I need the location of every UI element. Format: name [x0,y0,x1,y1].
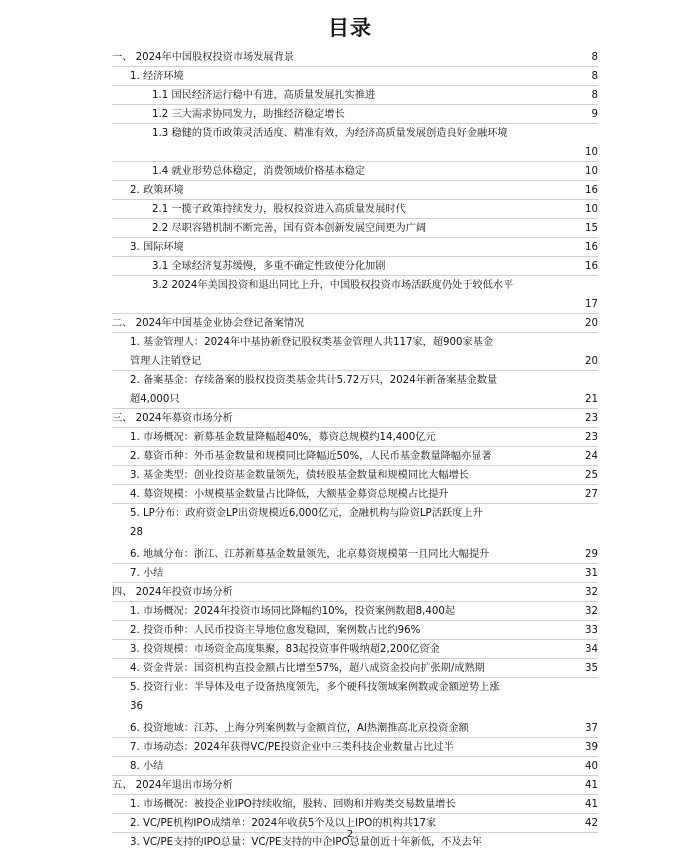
toc-entry-text: 1. 经济环境 [130,71,184,82]
toc-entry-text: 8. 小结 [130,761,164,772]
toc-entry-text: 1. 市场概况：新募基金数量降幅超40%，募资总规模约14,400亿元 [130,432,436,443]
toc-entry[interactable] [112,239,598,257]
toc-entry-text: 2. 政策环境 [130,185,184,196]
toc-entry[interactable] [112,796,598,814]
toc-entry-text: 一、 2024年中国股权投资市场发展背景 [112,52,294,63]
toc-entry[interactable] [112,758,598,776]
toc-entry-page: 25 [583,467,598,484]
toc-entry-page: 27 [583,486,598,503]
toc-entry-page: 20 [583,315,598,332]
toc-entry-page: 10 [583,163,598,180]
toc-entry-text: 6. 地域分布：浙江、江苏新募基金数量领先，北京募资规模第一且同比大幅提升 [130,549,490,560]
toc-entry-text: 7. 小结 [130,568,164,579]
toc-entry[interactable] [112,220,598,238]
toc-entry-text: 1.2 三大需求协同发力，助推经济稳定增长 [152,109,345,120]
toc-entry-page: 16 [583,182,598,199]
toc-entry-text: 5. 投资行业：半导体及电子设备热度领先，多个硬科技领域案例数或金额逆势上涨 [130,682,500,693]
toc-entry-page: 32 [583,603,598,620]
toc-entry-text: 3.2 2024年美国投资和退出同比上升，中国股权投资市场活跃度仍处于较低水平 [152,280,514,291]
toc-entry-page: 41 [583,777,598,794]
toc-entry[interactable] [112,679,598,696]
toc-entry-continuation[interactable] [112,698,598,715]
toc-entry-page: 42 [583,815,598,832]
toc-entry-page: 33 [583,622,598,639]
toc-entry-text: 7. 市场动态：2024年获得VC/PE投资企业中三类科技企业数量占比过半 [130,742,454,753]
toc-entry-text: 三、 2024年募资市场分析 [112,413,233,424]
toc-entry-text: 3. 基金类型：创业投资基金数量领先，债转股基金数量和规模同比大幅增长 [130,470,469,481]
toc-entry[interactable] [112,182,598,200]
toc-entry-continuation[interactable] [112,296,598,314]
toc-entry-continuation[interactable] [112,144,598,162]
toc-entry[interactable] [112,429,598,447]
toc-entry[interactable] [112,87,598,105]
toc-entry-text: 5. LP分布：政府资金LP出资规模近6,000亿元，金融机构与险资LP活跃度上升 [130,508,483,519]
toc-entry-text: 3.1 全球经济复苏缓慢，多重不确定性致使分化加剧 [152,261,386,272]
toc-entry-page: 35 [583,660,598,677]
toc-entry-text: 1. 市场概况：2024年投资市场同比降幅约10%，投资案例数超8,400起 [130,606,456,617]
toc-entry-page: 17 [583,296,598,313]
toc-entry[interactable] [112,660,598,678]
toc-entry-page: 24 [583,448,598,465]
toc-entry-text: 1.1 国民经济运行稳中有进，高质量发展扎实推进 [152,90,376,101]
toc-entry-page: 31 [583,565,598,582]
toc-entry-text: 36 [130,701,143,712]
toc-entry[interactable] [112,720,598,738]
toc-entry-text: 2. 募资币种：外币基金数量和规模同比降幅近50%，人民币基金数量降幅亦显著 [130,451,492,462]
toc-entry-page: 41 [583,796,598,813]
toc-entry-text: 3. VC/PE支持的IPO总量：VC/PE支持的中企IPO总量创近十年新低，不及去年 [130,837,482,848]
toc-entry[interactable] [112,448,598,466]
toc-entry-page: 16 [583,239,598,256]
toc-entry-text: 超4,000只 [130,394,180,405]
toc-entry-page: 20 [583,353,598,370]
toc-entry-text: 管理人注销登记 [130,356,202,367]
toc-entry-text: 3. 投资规模：市场资金高度集聚，83起投资事件吸纳超2,200亿资金 [130,644,440,655]
toc-entry-page: 39 [583,739,598,756]
toc-entry-page: 8 [590,49,598,66]
toc-entry-continuation[interactable] [112,391,598,409]
toc-entry-page: 16 [583,258,598,275]
toc-entry[interactable] [112,467,598,485]
toc-entry[interactable] [112,565,598,583]
toc-entry-page: 29 [583,546,598,563]
toc-entry[interactable] [112,584,598,602]
toc-entry[interactable] [112,49,598,67]
toc-entry[interactable] [112,410,598,428]
toc-entry-text: 4. 资金背景：国资机构直投金额占比增至57%，超八成资金投向扩张期/成熟期 [130,663,485,674]
toc-entry-page: 10 [583,144,598,161]
page-title: 目录 [328,16,372,40]
toc-entry-page: 37 [583,720,598,737]
toc-entry[interactable] [112,125,598,142]
toc-entry[interactable] [112,641,598,659]
toc-entry[interactable] [112,777,598,795]
toc-entry[interactable] [112,163,598,181]
toc-entry-continuation[interactable] [112,353,598,371]
toc-entry-page: 21 [583,391,598,408]
toc-entry-text: 4. 募资规模：小规模基金数量占比降低，大额基金募资总规模占比提升 [130,489,449,500]
toc-entry-page: 40 [583,758,598,775]
toc-entry-text: 2.2 尽职容错机制不断完善，国有资本创新发展空间更为广阔 [152,223,427,234]
toc-entry-page: 34 [583,641,598,658]
toc-entry-page: 8 [590,87,598,104]
toc-entry-continuation[interactable] [112,524,598,541]
toc-entry-text: 3. 国际环境 [130,242,184,253]
toc-entry-text: 1.3 稳健的货币政策灵活适度、精准有效，为经济高质量发展创造良好金融环境 [152,128,508,139]
toc-entry[interactable] [112,486,598,504]
toc-entry[interactable] [112,739,598,757]
toc-entry-page: 10 [583,201,598,218]
toc-entry[interactable] [112,546,598,564]
toc-entry-page: 32 [583,584,598,601]
toc-entry-page: 9 [590,106,598,123]
toc-entry[interactable] [112,603,598,621]
toc-entry-text: 28 [130,527,143,538]
toc-entry-text: 2. VC/PE机构IPO成绩单：2024年收获5个及以上IPO的机构共17家 [130,818,437,829]
toc-entry-page: 15 [583,220,598,237]
toc-entry[interactable] [112,201,598,219]
toc-entry[interactable] [112,315,598,333]
toc-entry[interactable] [112,106,598,124]
toc-entry-page: 23 [583,429,598,446]
toc-entry-text: 五、 2024年退出市场分析 [112,780,233,791]
toc-entry-text: 1.4 就业形势总体稳定，消费领域价格基本稳定 [152,166,366,177]
toc-entry[interactable] [112,622,598,640]
toc-entry[interactable] [112,277,598,294]
toc-entry-text: 2. 投资币种：人民币投资主导地位愈发稳固，案例数占比约96% [130,625,421,636]
toc-entry[interactable] [112,334,598,351]
toc-entry-text: 1. 市场概况：被投企业IPO持续收缩，股转、回购和并购类交易数量增长 [130,799,456,810]
toc-entry-text: 二、 2024年中国基金业协会登记备案情况 [112,318,305,329]
toc-entry-page: 8 [590,68,598,85]
toc-entry[interactable] [112,372,598,389]
toc-entry-text: 2. 备案基金：存续备案的股权投资类基金共计5.72万只，2024年新备案基金数量 [130,375,498,386]
page-number: 2 [346,829,354,840]
toc-entry-text: 2.1 一揽子政策持续发力，股权投资进入高质量发展时代 [152,204,406,215]
toc-entry-text: 四、 2024年投资市场分析 [112,587,233,598]
toc-entry-page: 23 [583,410,598,427]
toc-entry-text: 6. 投资地域：江苏、上海分列案例数与金额首位，AI热潮推高北京投资金额 [130,723,469,734]
toc-entry-text: 1. 基金管理人：2024年中基协新登记股权类基金管理人共117家，超900家基金 [130,337,494,348]
toc-entry[interactable] [112,258,598,276]
toc-entry[interactable] [112,68,598,86]
toc-entry[interactable] [112,505,598,522]
